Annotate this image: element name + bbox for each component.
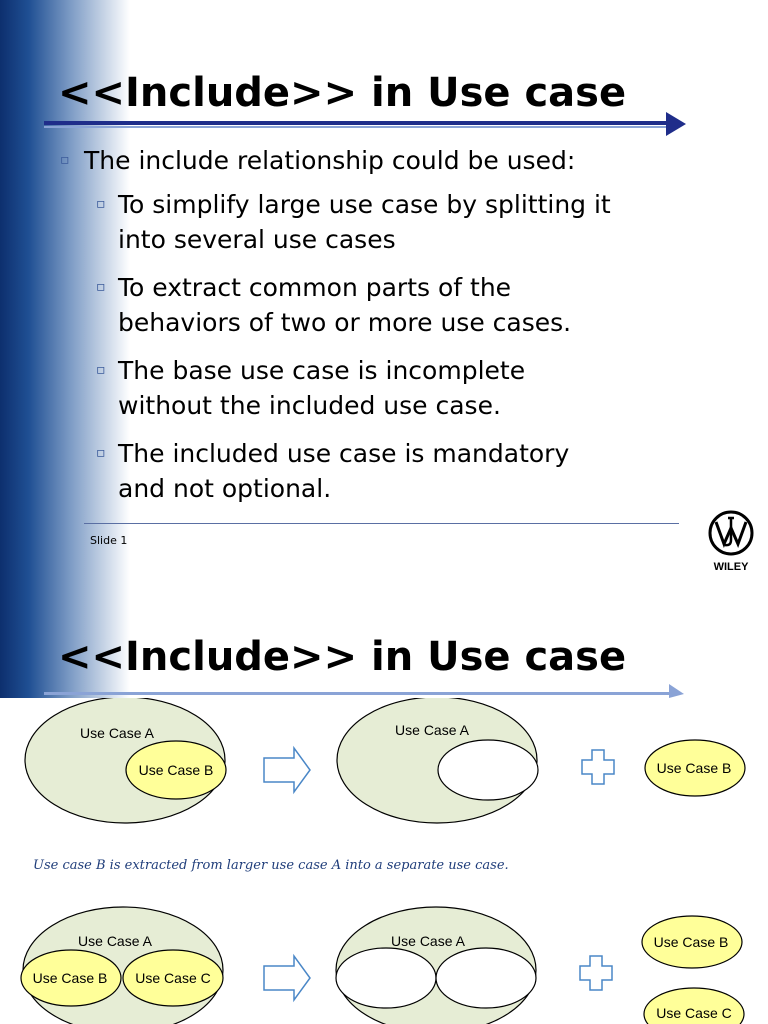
sub-bullet-item	[60, 436, 720, 506]
plus-icon	[580, 956, 612, 990]
sub-bullet-line: To simplify large use case by splitting it	[118, 190, 611, 219]
right-arrow-icon	[264, 956, 310, 1000]
sub-bullet-line: The included use case is mandatory	[118, 439, 570, 468]
wiley-logo-icon	[706, 510, 756, 572]
extracted-use-case-b-label: Use Case B	[656, 760, 732, 776]
empty-slot-ellipse	[436, 948, 536, 1008]
slide-title: <<Include>> in Use case	[58, 634, 627, 680]
publisher-logo-text: WILEY	[713, 561, 749, 572]
use-case-c-label: Use Case C	[135, 970, 211, 986]
empty-slot-ellipse	[438, 740, 538, 800]
title-underline-arrow	[44, 112, 689, 138]
square-bullet-icon: ▫	[96, 196, 106, 212]
square-bullet-icon: ▫	[96, 445, 106, 461]
right-arrow-icon	[264, 748, 310, 792]
sub-bullet-item	[60, 270, 720, 340]
sub-bullet-line: To extract common parts of the	[118, 273, 512, 302]
plus-icon	[582, 750, 614, 784]
slide-number: Slide 1	[90, 534, 128, 547]
empty-slot-ellipse	[336, 948, 436, 1008]
extracted-use-case-b-label: Use Case B	[653, 934, 729, 950]
bullet-item	[60, 144, 720, 177]
footer-divider	[84, 523, 679, 524]
diagram-area	[0, 698, 768, 1024]
slide-title: <<Include>> in Use case	[58, 70, 627, 116]
use-case-b-label: Use Case B	[32, 970, 108, 986]
use-case-b-label: Use Case B	[138, 762, 214, 778]
sub-bullet-line: without the included use case.	[118, 391, 501, 420]
sub-bullet-item	[60, 187, 720, 257]
sub-bullet-line: and not optional.	[118, 474, 332, 503]
square-bullet-icon: ▫	[96, 279, 106, 295]
square-bullet-icon: ▫	[96, 362, 106, 378]
extracted-use-case-c-label: Use Case C	[656, 1005, 732, 1021]
bullet-text: The include relationship could be used:	[84, 146, 576, 175]
sub-bullet-line: behaviors of two or more use cases.	[118, 308, 572, 337]
sub-bullet-line: into several use cases	[118, 225, 396, 254]
use-case-a-label: Use Case A	[78, 933, 152, 949]
result-use-case-a-label: Use Case A	[395, 722, 469, 738]
sub-bullet-item	[60, 353, 720, 423]
bullet-list	[60, 144, 720, 519]
slide-2	[0, 578, 768, 1024]
diagram-caption: Use case B is extracted from larger use case A into a separate use case.	[33, 858, 509, 873]
title-underline-arrow	[44, 684, 689, 698]
sub-bullet-line: The base use case is incomplete	[118, 356, 526, 385]
use-case-a-label: Use Case A	[80, 725, 154, 741]
result-use-case-a-label: Use Case A	[391, 933, 465, 949]
